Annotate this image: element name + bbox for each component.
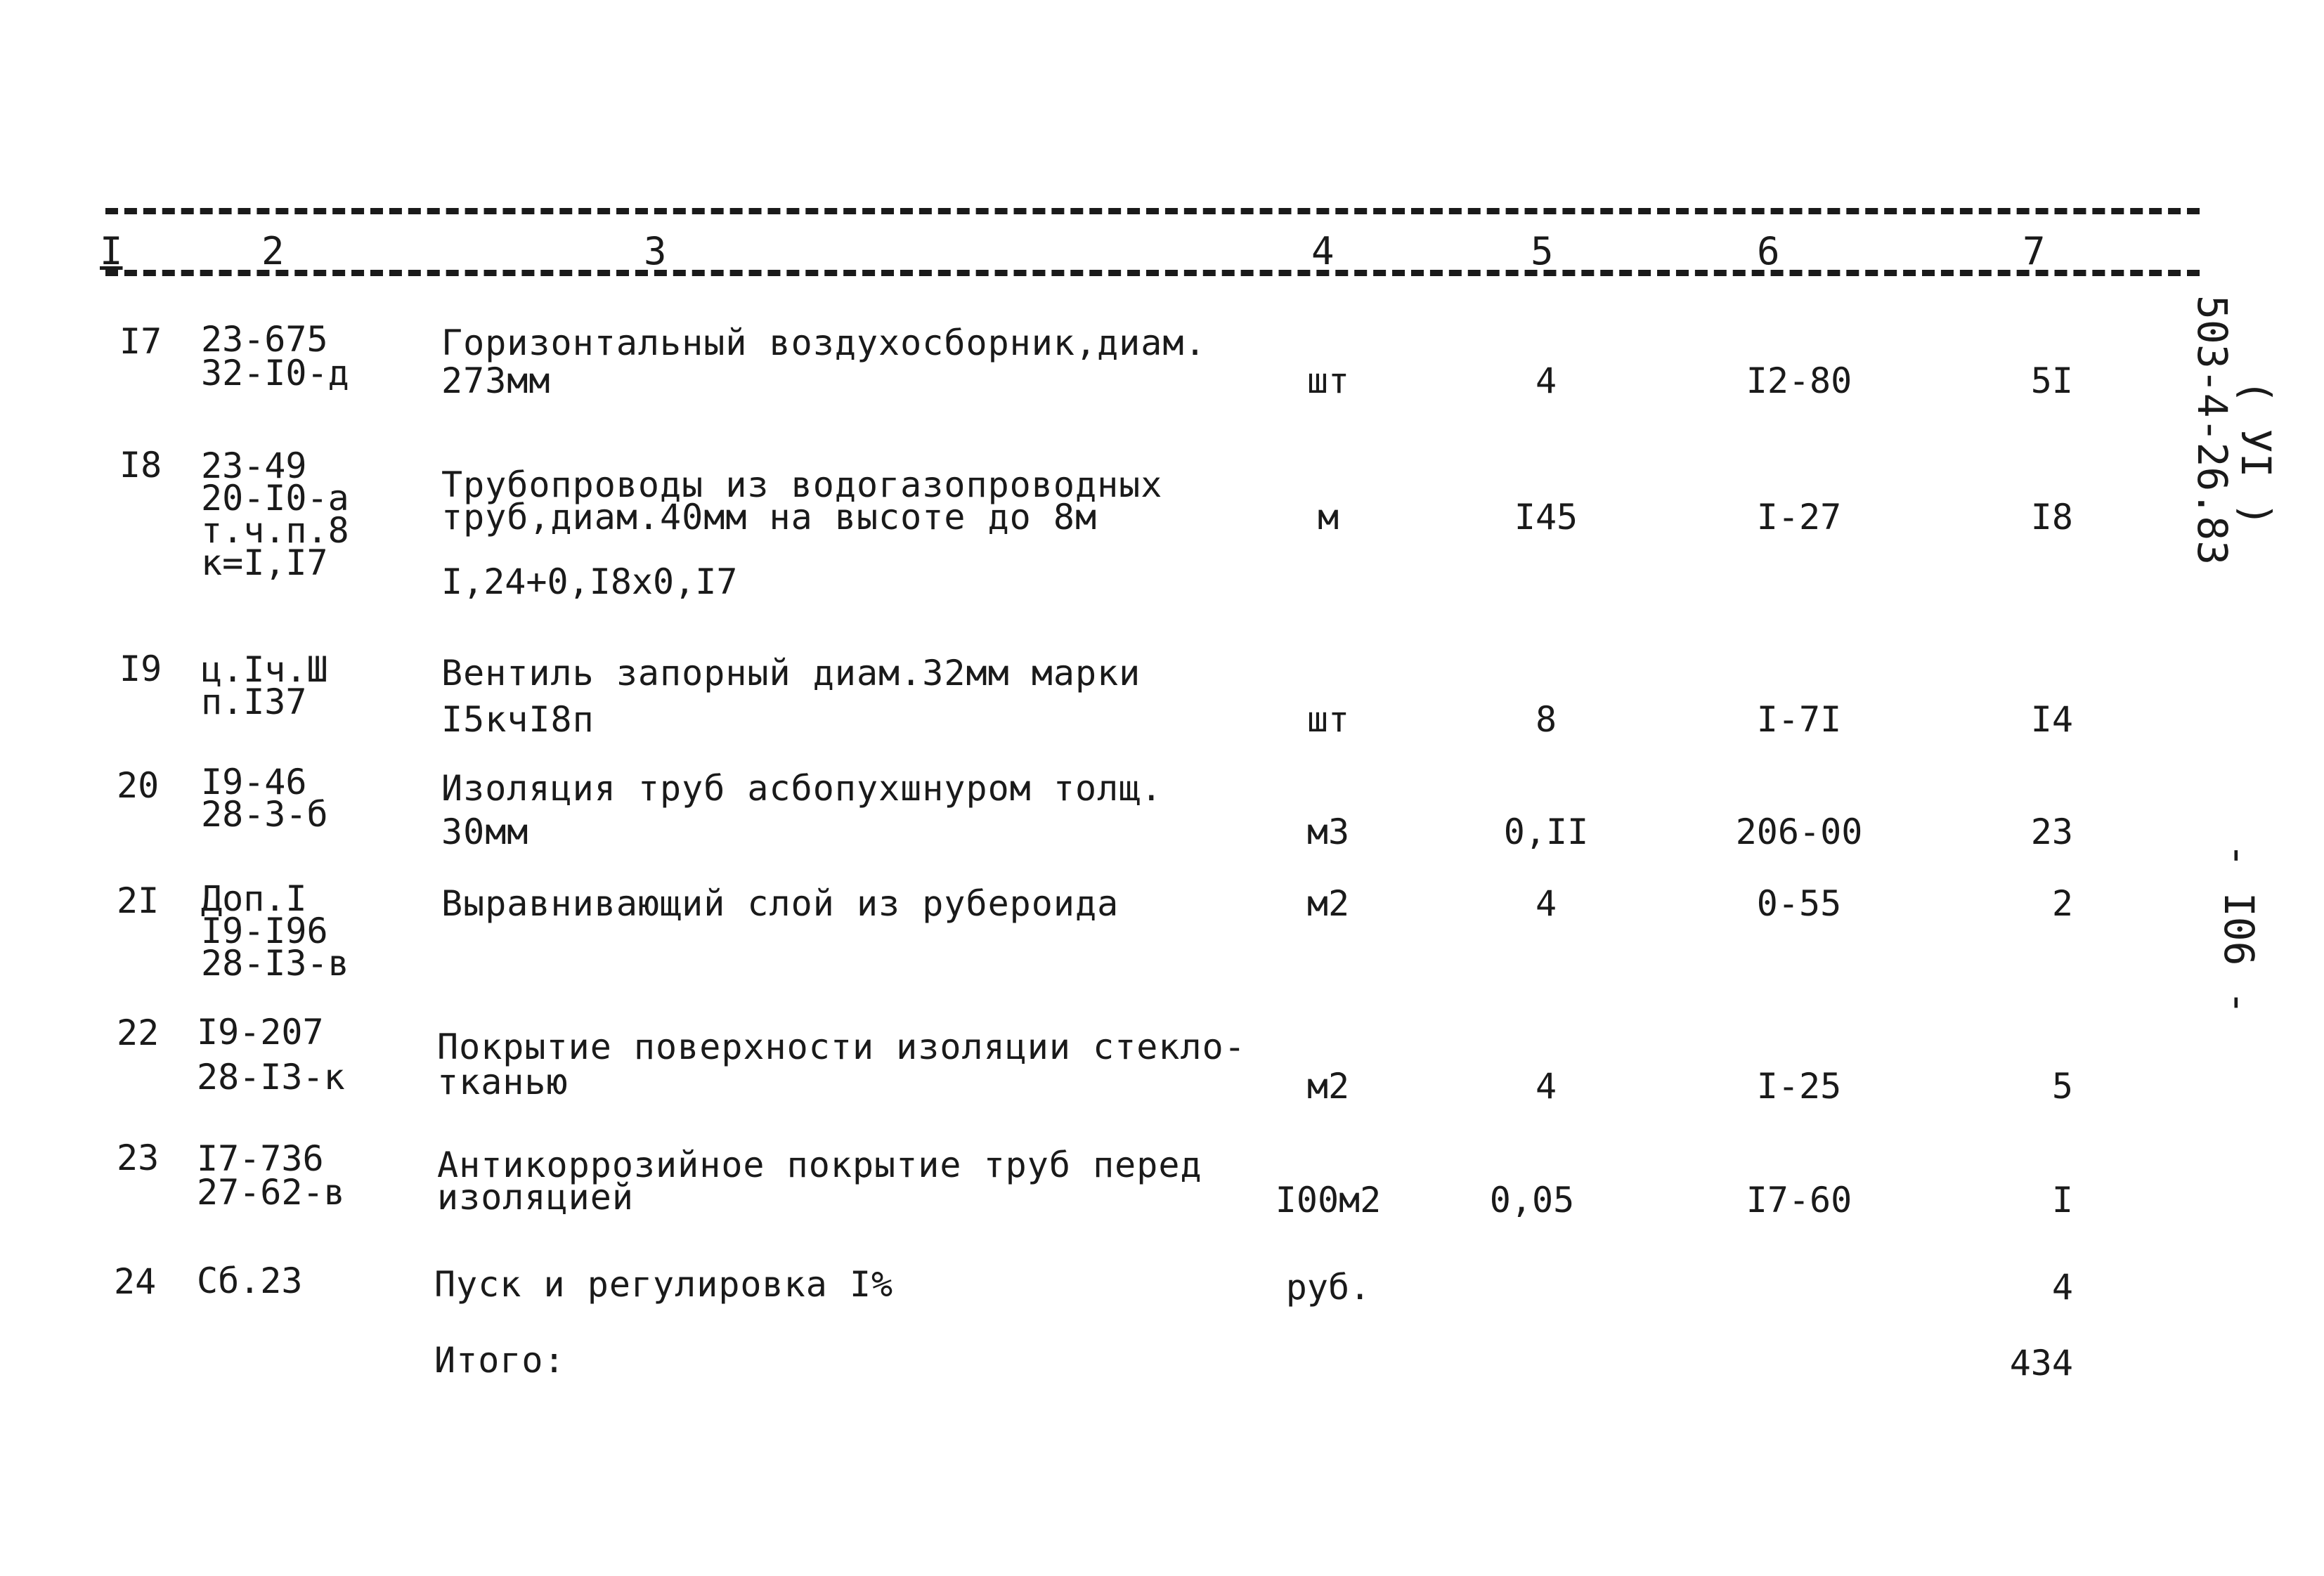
unit-price-cell: I-27 [1756, 497, 1842, 538]
column-header-2: 2 [261, 229, 285, 273]
norm-code-line: 23-675 [201, 319, 328, 360]
work-description-line: I5кчI8п [441, 699, 595, 740]
quantity-cell: 4 [1535, 883, 1557, 924]
quantity-cell: I45 [1514, 497, 1578, 538]
work-description-line: Антикоррозийное покрытие труб перед [437, 1145, 1202, 1185]
row-number: 20 [117, 765, 160, 806]
norm-code-line: 28-3-б [201, 794, 328, 835]
unit-price-cell: I2-80 [1746, 360, 1852, 401]
norm-code-line: 28-I3-в [201, 943, 349, 984]
work-description-line: Пуск и регулировка I% [434, 1264, 894, 1305]
quantity-cell: 4 [1535, 1066, 1557, 1107]
norm-code-line: т.ч.п.8 [201, 510, 349, 551]
norm-code-line: 27-62-в [197, 1172, 345, 1213]
total-cost-cell: 4 [2051, 1267, 2073, 1308]
unit-cell: м2 [1306, 1066, 1350, 1107]
norm-code-line: 23-49 [201, 445, 307, 486]
total-cost-cell: 5 [2051, 1066, 2073, 1107]
row-number: I9 [119, 649, 162, 689]
work-description-line: труб,диам.40мм на высоте до 8м [441, 497, 1098, 538]
unit-cell: м [1317, 497, 1339, 538]
norm-code-line: Сб.23 [197, 1261, 303, 1301]
work-description-line: Горизонтальный воздухосборник,диам. [441, 323, 1207, 363]
work-description-line: Изоляция труб асбопухшнуром толщ. [441, 768, 1163, 809]
total-cost-cell: I8 [2030, 497, 2073, 538]
column-header-3: 3 [644, 229, 667, 273]
norm-code-line: I9-207 [197, 1012, 324, 1053]
total-cost-cell: 5I [2030, 360, 2073, 401]
norm-code-line: 20-I0-а [201, 478, 349, 519]
row-number: 2I [117, 880, 160, 921]
quantity-cell: 0,05 [1489, 1180, 1575, 1220]
norm-code-line: I7-736 [197, 1138, 324, 1179]
unit-cell: м2 [1306, 883, 1350, 924]
work-description-line: Покрытие поверхности изоляции стекло- [437, 1027, 1246, 1067]
work-description-line: 273мм [441, 360, 551, 401]
header-top-dashed-line [105, 208, 2200, 214]
unit-cell: шт [1306, 699, 1350, 740]
unit-price-cell: 206-00 [1735, 812, 1863, 852]
quantity-cell: 4 [1535, 360, 1557, 401]
work-description-line: Выравнивающий слой из рубероида [441, 883, 1119, 924]
column-header-5: 5 [1531, 229, 1554, 273]
total-cost-cell: 23 [2030, 812, 2073, 852]
work-description-line: Вентиль запорный диам.32мм марки [441, 653, 1141, 693]
norm-code-line: Доп.I [201, 878, 307, 919]
total-cost-cell: I4 [2030, 699, 2073, 740]
volume-mark: ( УI ) [2232, 379, 2280, 527]
unit-cell: руб. [1285, 1267, 1371, 1308]
norm-code-line: п.I37 [201, 682, 307, 722]
norm-code-line: 28-I3-к [197, 1057, 345, 1098]
column-header-6: 6 [1757, 229, 1780, 273]
row-number: I7 [119, 321, 162, 362]
document-code-stamp: 503-4-26.83 [2188, 295, 2236, 566]
work-description-line: изоляцией [437, 1177, 634, 1218]
unit-price-cell: I-25 [1756, 1066, 1842, 1107]
total-cost-cell: 2 [2051, 883, 2073, 924]
row-number: 22 [117, 1012, 160, 1053]
page-number: - I06 - [2215, 843, 2263, 1015]
work-description-line: тканью [437, 1062, 569, 1102]
column-header-7: 7 [2023, 229, 2046, 273]
coefficient-formula: I,24+0,I8х0,I7 [441, 561, 738, 602]
norm-code-line: I9-46 [201, 762, 307, 802]
unit-cell: м3 [1306, 812, 1350, 852]
total-cost-cell: I [2051, 1180, 2073, 1220]
norm-code-line: к=I,I7 [201, 542, 328, 583]
summary-label: Итого: [434, 1340, 566, 1381]
row-number: 24 [114, 1261, 157, 1302]
unit-price-cell: I7-60 [1746, 1180, 1852, 1220]
unit-price-cell: 0-55 [1756, 883, 1842, 924]
quantity-cell: 8 [1535, 699, 1557, 740]
row-number: I8 [119, 445, 162, 486]
unit-cell: I00м2 [1275, 1180, 1382, 1220]
unit-price-cell: I-7I [1756, 699, 1842, 740]
unit-cell: шт [1306, 360, 1350, 401]
work-description-line: Трубопроводы из водогазопроводных [441, 464, 1163, 505]
norm-code-line: ц.Iч.Ш [201, 649, 328, 690]
row-number: 23 [117, 1138, 160, 1178]
quantity-cell: 0,II [1503, 812, 1589, 852]
norm-code-line: 32-I0-д [201, 353, 349, 393]
column-header-1: I [100, 229, 123, 273]
summary-total: 434 [2009, 1343, 2073, 1383]
header-bottom-dashed-line [105, 270, 2200, 276]
column-header-4: 4 [1311, 229, 1335, 273]
norm-code-line: I9-I96 [201, 911, 328, 951]
work-description-line: 30мм [441, 812, 529, 852]
